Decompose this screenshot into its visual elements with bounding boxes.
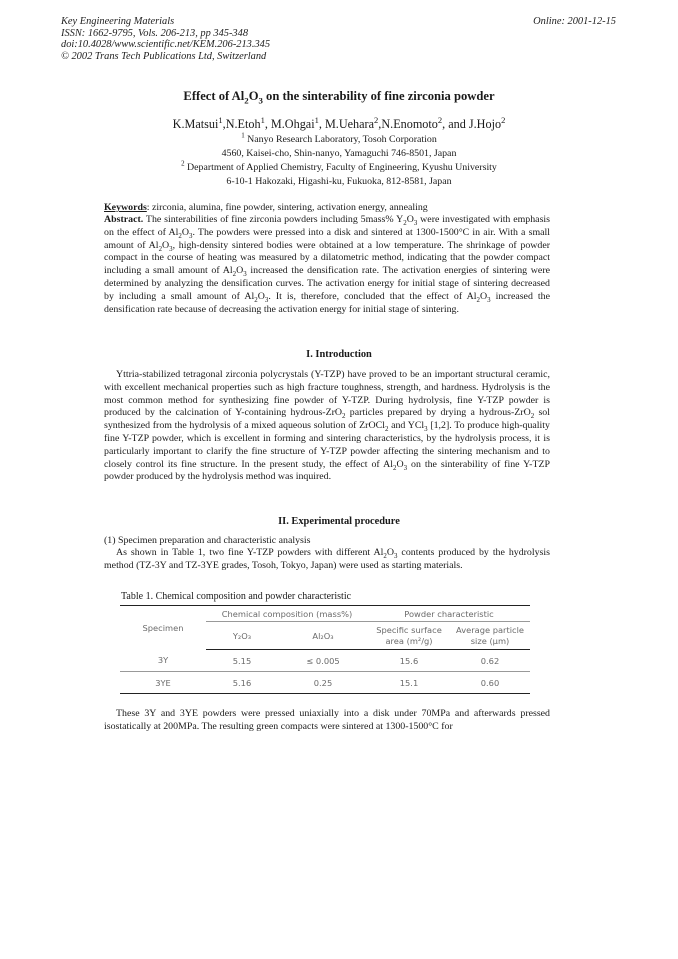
online-date: Online: 2001-12-15 — [533, 16, 616, 27]
abstract: Abstract. The sinterabilities of fine zirconia powders including 5mass% $Y_2O_3$ were investigated with emphasis on the effect of $Al_2O_3$. The powders were pressed into a disk and sintered at 1300-1500°C in air. With a small amount of $Al_2O_3$, high-density sintered bodies were obtained at a low temperature. The shrinkage of powder compact in the course of heating was measured by a dilatometric method, indicating that the powder compact including a small amount of $Al_2O_3$ increased the densification rate. The activation energies of sintering were determined by analyzing the densification curves. The activation energy for initial stage of sintering decreased by including a small amount of $Al_2O_3$. It is, therefore, concluded that the effect of $Al_2O_3$ increased the densification rate because of decreasing the activation energy for initial stage of sintering. — [104, 214, 550, 315]
introduction-paragraph: Yttria-stabilized tetragonal zirconia polycrystals (Y-TZP) have proved to be an important structural ceramic, with excellent mechanical properties such as high fracture toughness, strength, and hardness. Hydrolysis is the most common method for synthesizing fine powder of Y-TZP. During hydrolysis, fine Y-TZP powder is produced by the calcination of Y-containing hydrous-ZrO$_2$ particles prepared by drying a hydrous-ZrO$_2$ sol synthesized from the hydrolysis of a mixed aqueous solution of ZrOCl$_2$ and YCl$_3$ [1,2]. To produce high-quality fine Y-TZP powder, which is excellent in forming and sintering characteristics, by the hydrolysis process, it is particularly important to clarify the fine structure of Y-TZP powder affecting the sintering mechanism and to closely control its fine structure. In the present study, the effect of $Al_2O_3$ on the sinterability of fine Y-TZP powder produced by the hydrolysis method was inquired. — [104, 369, 551, 483]
table-header-specimen: Specimen — [120, 606, 206, 650]
table-row: 3YE 5.16 0.25 15.1 0.60 — [120, 672, 530, 694]
closing-paragraph: These 3Y and 3YE powders were pressed uniaxially into a disk under 70MPa and afterwards pressed isostatically at 200MPa. The resulting green compacts were sintered at 1300-1500°C for — [104, 708, 550, 732]
table-header-al2o3: Al₂O₃ — [278, 622, 368, 650]
affiliation-2-address: 6-10-1 Hakozaki, Higashi-ku, Fukuoka, 812-8581, Japan — [226, 176, 452, 187]
journal-header — [61, 16, 616, 62]
author-list: K.Matsui$^1$,N.Etoh$^1$, M.Ohgai$^1$, M.Uehara$^2$,N.Enomoto$^2$, and J.Hojo$^2$ — [172, 114, 506, 131]
table-header-chemical: Chemical composition (mass%) — [206, 606, 368, 622]
paper-title: Effect of $Al_2O_3$ on the sinterability of fine zirconia powder — [183, 89, 495, 106]
table-row: 3Y 5.15 ≤ 0.005 15.6 0.62 — [120, 650, 530, 672]
keywords-line: Keywords: zirconia, alumina, fine powder, sintering, activation energy, annealing — [104, 202, 428, 213]
affiliation-1-address: 4560, Kaisei-cho, Shin-nanyo, Yamaguchi 746-8501, Japan — [221, 148, 457, 159]
table-header-powder: Powder characteristic — [368, 606, 530, 622]
section-heading-introduction: I. Introduction — [306, 349, 372, 360]
table-caption: Table 1. Chemical composition and powder characteristic — [121, 591, 352, 602]
table-header-ssa: Specific surface area (m²/g) — [368, 622, 450, 650]
table-header-aps: Average particle size (μm) — [450, 622, 530, 650]
doi-line: doi:10.4028/www.scientific.net/KEM.206-213.345 — [61, 39, 271, 51]
copyright-line: © 2002 Trans Tech Publications Ltd, Switzerland — [61, 50, 267, 62]
table-header-y2o3: Y₂O₃ — [206, 622, 278, 650]
section-heading-experimental: II. Experimental procedure — [278, 516, 400, 527]
journal-name: Key Engineering Materials — [61, 16, 175, 27]
issn-line: ISSN: 1662-9795, Vols. 206-213, pp 345-348 — [61, 27, 249, 39]
experimental-paragraph: As shown in Table 1, two fine Y-TZP powders with different $Al_2O_3$ contents produced by the hydrolysis method (TZ-3Y and TZ-3YE grades, Tosoh, Tokyo, Japan) were used as starting materials. — [104, 547, 550, 571]
composition-table — [120, 605, 530, 694]
subsection-heading: (1) Specimen preparation and characteristic analysis — [104, 535, 311, 546]
affiliation-1: $^1$ Nanyo Research Laboratory, Tosoh Corporation — [241, 132, 437, 145]
affiliation-2: $^2$ Department of Applied Chemistry, Faculty of Engineering, Kyushu University — [181, 160, 497, 173]
